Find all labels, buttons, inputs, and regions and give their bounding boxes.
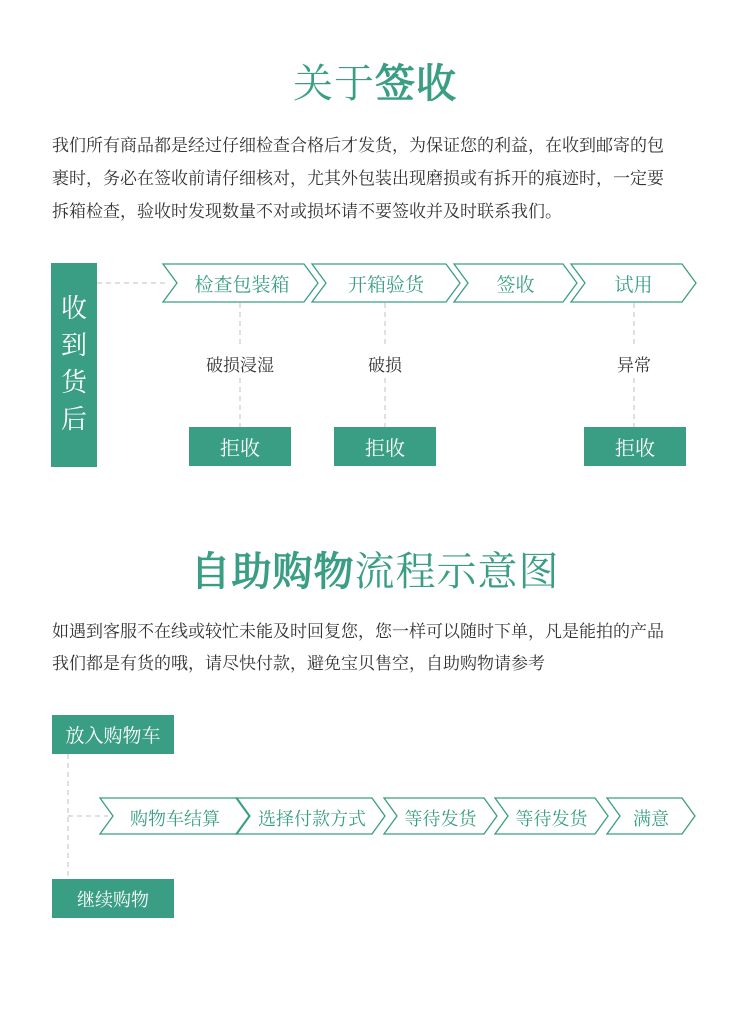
section1-paragraph-line: 裹时，务必在签收前请仔细核对，尤其外包装出现磨损或有拆开的痕迹时，一定要 bbox=[52, 169, 664, 189]
section2-paragraph bbox=[52, 616, 702, 680]
shop-step-satisfied: 满意 bbox=[633, 809, 669, 830]
continue-shopping-box: 继续购物 bbox=[52, 879, 174, 918]
section2-title bbox=[0, 540, 750, 597]
section1-paragraph-line: 我们所有商品都是经过仔细检查合格后才发货，为保证您的利益，在收到邮寄的包 bbox=[52, 136, 664, 156]
reject-box: 拒收 bbox=[334, 427, 436, 466]
add-to-cart-box: 放入购物车 bbox=[52, 715, 174, 754]
side-label-char: 到 bbox=[60, 331, 87, 361]
section2-title-bold: 自助购物 bbox=[190, 549, 355, 595]
side-label-char: 收 bbox=[60, 294, 87, 324]
condition-label-abnormal: 异常 bbox=[617, 356, 651, 376]
reject-box: 拒收 bbox=[189, 427, 291, 466]
shop-step-checkout: 购物车结算 bbox=[130, 809, 220, 830]
side-label bbox=[51, 263, 97, 467]
side-label-char: 后 bbox=[60, 405, 87, 435]
shop-step-payment-method: 选择付款方式 bbox=[258, 809, 366, 830]
section2-title-plain: 流程示意图 bbox=[354, 549, 560, 595]
section2-paragraph-line: 如遇到客服不在线或较忙未能及时回复您，您一样可以随时下单，凡是能拍的产品 bbox=[52, 622, 664, 642]
step-label-inspect-box: 检查包装箱 bbox=[194, 274, 290, 296]
shop-step-await-shipping: 等待发货 bbox=[404, 809, 477, 830]
shop-step-await-shipping: 等待发货 bbox=[515, 809, 588, 830]
section1-title-bold: 签收 bbox=[375, 61, 457, 107]
reject-box: 拒收 bbox=[584, 427, 686, 466]
step-label-open-box: 开箱验货 bbox=[347, 274, 424, 296]
step-label-trial: 试用 bbox=[614, 274, 653, 296]
condition-label-damaged-wet: 破损浸湿 bbox=[206, 356, 274, 376]
side-label-char: 货 bbox=[60, 368, 87, 398]
section1-paragraph-line: 拆箱检查，验收时发现数量不对或损坏请不要签收并及时联系我们。 bbox=[52, 202, 562, 222]
section2-paragraph-line: 我们都是有货的哦，请尽快付款，避免宝贝售空，自助购物请参考 bbox=[52, 654, 545, 674]
step-label-sign: 签收 bbox=[496, 274, 535, 296]
section1-title-plain: 关于 bbox=[293, 61, 375, 107]
condition-label-damaged: 破损 bbox=[368, 356, 402, 376]
